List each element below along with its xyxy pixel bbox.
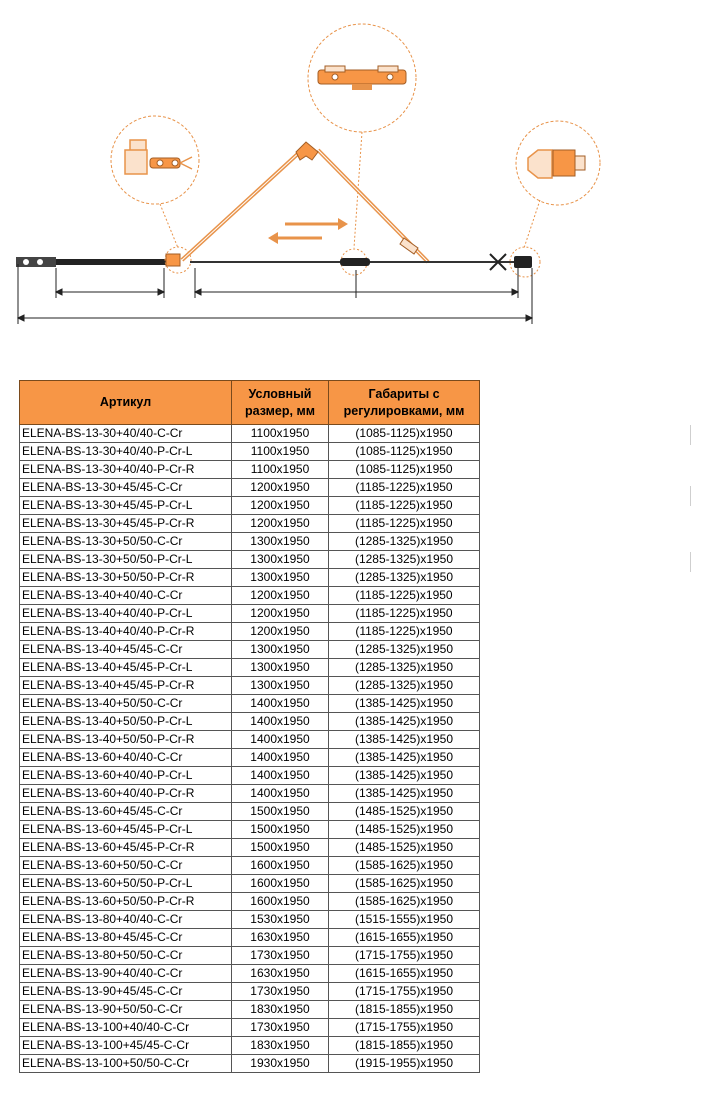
table-row	[20, 461, 480, 479]
cell-size: 1100x1950	[232, 425, 329, 443]
cell-dims: (1385-1425)x1950	[329, 785, 480, 803]
cell-size: 1200x1950	[232, 515, 329, 533]
table-row	[20, 983, 480, 1001]
door-diagram	[0, 0, 708, 345]
cell-size: 1300x1950	[232, 659, 329, 677]
cell-dims: (1385-1425)x1950	[329, 731, 480, 749]
cell-article: ELENA-BS-13-60+40/40-C-Cr	[20, 749, 232, 767]
cell-size: 1530x1950	[232, 911, 329, 929]
edge-mark	[690, 425, 691, 445]
cell-size: 1300x1950	[232, 677, 329, 695]
cell-dims: (1185-1225)x1950	[329, 479, 480, 497]
cell-dims: (1085-1125)x1950	[329, 425, 480, 443]
cell-article: ELENA-BS-13-40+40/40-P-Cr-L	[20, 605, 232, 623]
table-row	[20, 713, 480, 731]
cell-article: ELENA-BS-13-60+45/45-P-Cr-R	[20, 839, 232, 857]
cell-dims: (1285-1325)x1950	[329, 551, 480, 569]
cell-dims: (1385-1425)x1950	[329, 713, 480, 731]
cell-article: ELENA-BS-13-40+40/40-P-Cr-R	[20, 623, 232, 641]
table-row	[20, 659, 480, 677]
cell-article: ELENA-BS-13-30+45/45-P-Cr-R	[20, 515, 232, 533]
cell-size: 1100x1950	[232, 461, 329, 479]
cell-article: ELENA-BS-13-30+45/45-P-Cr-L	[20, 497, 232, 515]
header-article: Артикул	[20, 381, 232, 425]
table-row	[20, 1019, 480, 1037]
cell-article: ELENA-BS-13-30+50/50-P-Cr-R	[20, 569, 232, 587]
cell-size: 1400x1950	[232, 731, 329, 749]
cell-article: ELENA-BS-13-80+45/45-C-Cr	[20, 929, 232, 947]
cell-dims: (1815-1855)x1950	[329, 1001, 480, 1019]
cell-article: ELENA-BS-13-60+40/40-P-Cr-L	[20, 767, 232, 785]
table-row	[20, 893, 480, 911]
cell-size: 1600x1950	[232, 875, 329, 893]
table-row	[20, 623, 480, 641]
cell-dims: (1185-1225)x1950	[329, 587, 480, 605]
table-row	[20, 533, 480, 551]
table-row	[20, 695, 480, 713]
cell-dims: (1485-1525)x1950	[329, 821, 480, 839]
cell-dims: (1285-1325)x1950	[329, 569, 480, 587]
cell-size: 1200x1950	[232, 623, 329, 641]
cell-size: 1400x1950	[232, 695, 329, 713]
cell-dims: (1185-1225)x1950	[329, 623, 480, 641]
cell-size: 1400x1950	[232, 749, 329, 767]
table-row	[20, 731, 480, 749]
cell-article: ELENA-BS-13-40+45/45-P-Cr-L	[20, 659, 232, 677]
table-row	[20, 551, 480, 569]
cell-size: 1400x1950	[232, 767, 329, 785]
table-row	[20, 677, 480, 695]
cell-article: ELENA-BS-13-40+40/40-C-Cr	[20, 587, 232, 605]
cell-size: 1200x1950	[232, 605, 329, 623]
cell-article: ELENA-BS-13-30+45/45-C-Cr	[20, 479, 232, 497]
cell-size: 1300x1950	[232, 641, 329, 659]
wall-profile	[16, 257, 56, 267]
cell-article: ELENA-BS-13-30+40/40-P-Cr-R	[20, 461, 232, 479]
cell-size: 1200x1950	[232, 479, 329, 497]
cell-size: 1600x1950	[232, 857, 329, 875]
callout-right-magnet	[516, 121, 600, 205]
cell-dims: (1385-1425)x1950	[329, 767, 480, 785]
cell-article: ELENA-BS-13-60+50/50-P-Cr-L	[20, 875, 232, 893]
cell-size: 1300x1950	[232, 569, 329, 587]
cell-size: 1500x1950	[232, 803, 329, 821]
table-header-row	[20, 381, 480, 425]
folding-leaves-open	[182, 142, 428, 262]
cell-article: ELENA-BS-13-30+50/50-C-Cr	[20, 533, 232, 551]
cell-size: 1300x1950	[232, 551, 329, 569]
cell-dims: (1285-1325)x1950	[329, 677, 480, 695]
cell-article: ELENA-BS-13-90+45/45-C-Cr	[20, 983, 232, 1001]
table-row	[20, 605, 480, 623]
cell-dims: (1185-1225)x1950	[329, 605, 480, 623]
cell-article: ELENA-BS-13-60+45/45-C-Cr	[20, 803, 232, 821]
cell-size: 1630x1950	[232, 965, 329, 983]
table-row	[20, 929, 480, 947]
cell-dims: (1515-1555)x1950	[329, 911, 480, 929]
cell-size: 1830x1950	[232, 1001, 329, 1019]
table-row	[20, 839, 480, 857]
cell-dims: (1285-1325)x1950	[329, 533, 480, 551]
table-row	[20, 1001, 480, 1019]
cell-article: ELENA-BS-13-30+50/50-P-Cr-L	[20, 551, 232, 569]
cell-article: ELENA-BS-13-60+50/50-C-Cr	[20, 857, 232, 875]
edge-mark	[690, 486, 691, 506]
fixed-panel	[56, 259, 166, 265]
cell-size: 1730x1950	[232, 1019, 329, 1037]
cell-article: ELENA-BS-13-30+40/40-C-Cr	[20, 425, 232, 443]
cell-dims: (1585-1625)x1950	[329, 857, 480, 875]
cell-dims: (1585-1625)x1950	[329, 893, 480, 911]
cell-size: 1400x1950	[232, 713, 329, 731]
cell-size: 1830x1950	[232, 1037, 329, 1055]
edge-mark	[690, 552, 691, 572]
cell-dims: (1085-1125)x1950	[329, 443, 480, 461]
cell-dims: (1085-1125)x1950	[329, 461, 480, 479]
table-row	[20, 803, 480, 821]
cell-dims: (1815-1855)x1950	[329, 1037, 480, 1055]
dimension-lines	[18, 264, 532, 324]
header-size: Условный размер, мм	[232, 381, 329, 425]
cell-article: ELENA-BS-13-100+40/40-C-Cr	[20, 1019, 232, 1037]
cell-article: ELENA-BS-13-90+40/40-C-Cr	[20, 965, 232, 983]
cell-dims: (1715-1755)x1950	[329, 1019, 480, 1037]
cell-article: ELENA-BS-13-100+50/50-C-Cr	[20, 1055, 232, 1073]
table-row	[20, 515, 480, 533]
table-row	[20, 443, 480, 461]
cell-size: 1600x1950	[232, 893, 329, 911]
cell-article: ELENA-BS-13-60+45/45-P-Cr-L	[20, 821, 232, 839]
cell-dims: (1615-1655)x1950	[329, 965, 480, 983]
table-row	[20, 875, 480, 893]
table-row	[20, 857, 480, 875]
cell-size: 1730x1950	[232, 947, 329, 965]
table-row	[20, 1055, 480, 1073]
cell-size: 1500x1950	[232, 839, 329, 857]
cell-article: ELENA-BS-13-100+45/45-C-Cr	[20, 1037, 232, 1055]
cell-size: 1400x1950	[232, 785, 329, 803]
cell-dims: (1485-1525)x1950	[329, 803, 480, 821]
table-row	[20, 569, 480, 587]
table-row	[20, 911, 480, 929]
table-row	[20, 947, 480, 965]
cell-dims: (1715-1755)x1950	[329, 983, 480, 1001]
cell-article: ELENA-BS-13-40+50/50-P-Cr-L	[20, 713, 232, 731]
cell-article: ELENA-BS-13-80+50/50-C-Cr	[20, 947, 232, 965]
callout-center-hinge	[308, 24, 416, 132]
table-row	[20, 767, 480, 785]
cell-size: 1930x1950	[232, 1055, 329, 1073]
table-row	[20, 1037, 480, 1055]
cell-size: 1730x1950	[232, 983, 329, 1001]
table-row	[20, 749, 480, 767]
cell-article: ELENA-BS-13-60+50/50-P-Cr-R	[20, 893, 232, 911]
cell-dims: (1585-1625)x1950	[329, 875, 480, 893]
cell-article: ELENA-BS-13-90+50/50-C-Cr	[20, 1001, 232, 1019]
cell-article: ELENA-BS-13-40+45/45-C-Cr	[20, 641, 232, 659]
cell-dims: (1285-1325)x1950	[329, 641, 480, 659]
cell-article: ELENA-BS-13-40+45/45-P-Cr-R	[20, 677, 232, 695]
cell-size: 1100x1950	[232, 443, 329, 461]
slide-arrows	[268, 218, 348, 244]
cell-size: 1300x1950	[232, 533, 329, 551]
spec-table	[19, 380, 480, 1073]
cell-size: 1630x1950	[232, 929, 329, 947]
table-row	[20, 821, 480, 839]
table-row	[20, 641, 480, 659]
cell-size: 1200x1950	[232, 497, 329, 515]
cell-dims: (1485-1525)x1950	[329, 839, 480, 857]
cell-article: ELENA-BS-13-40+50/50-C-Cr	[20, 695, 232, 713]
cell-dims: (1385-1425)x1950	[329, 695, 480, 713]
cell-dims: (1915-1955)x1950	[329, 1055, 480, 1073]
cell-dims: (1385-1425)x1950	[329, 749, 480, 767]
cell-size: 1500x1950	[232, 821, 329, 839]
table-body	[20, 425, 480, 1073]
cell-dims: (1615-1655)x1950	[329, 929, 480, 947]
cell-size: 1200x1950	[232, 587, 329, 605]
cell-article: ELENA-BS-13-80+40/40-C-Cr	[20, 911, 232, 929]
cell-article: ELENA-BS-13-30+40/40-P-Cr-L	[20, 443, 232, 461]
table-row	[20, 785, 480, 803]
table-row	[20, 587, 480, 605]
cell-dims: (1185-1225)x1950	[329, 497, 480, 515]
header-dims: Габариты с регулировками, мм	[329, 381, 480, 425]
cell-article: ELENA-BS-13-40+50/50-P-Cr-R	[20, 731, 232, 749]
callout-left-hinge	[111, 116, 199, 204]
table-row	[20, 497, 480, 515]
table-row	[20, 965, 480, 983]
cell-article: ELENA-BS-13-60+40/40-P-Cr-R	[20, 785, 232, 803]
cell-dims: (1185-1225)x1950	[329, 515, 480, 533]
cell-dims: (1715-1755)x1950	[329, 947, 480, 965]
table-row	[20, 479, 480, 497]
table-row	[20, 425, 480, 443]
cell-dims: (1285-1325)x1950	[329, 659, 480, 677]
